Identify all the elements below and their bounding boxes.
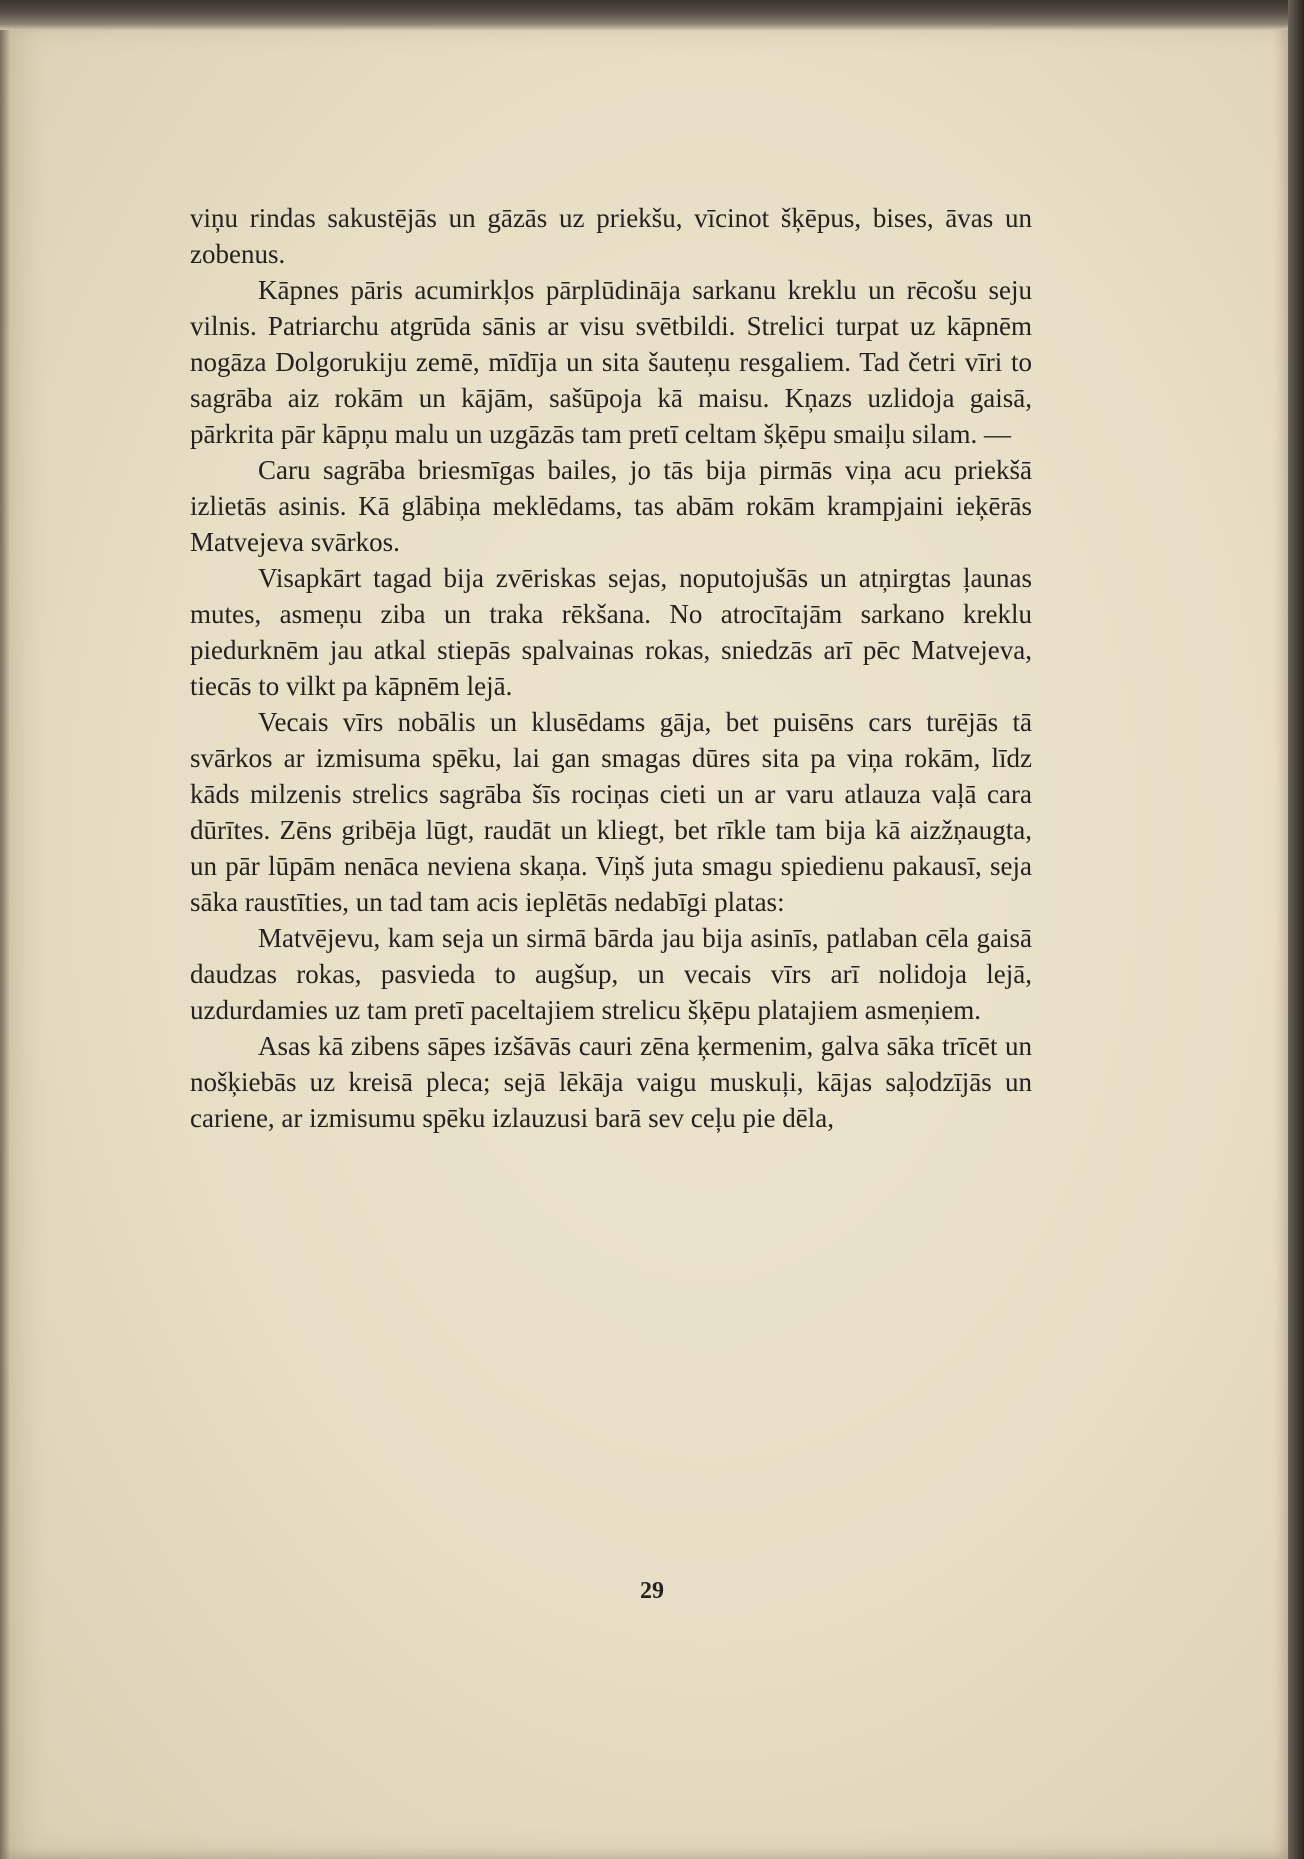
paragraph-3: Caru sagrāba briesmīgas bailes, jo tās bija pirmās viņa acu priekšā izlietās asinis. Kā glābiņa meklēdams, tas abām rokām krampjaini ieķērās Matvejeva svārkos. <box>190 455 1032 557</box>
paragraph-7: Asas kā zibens sāpes izšāvās cauri zēna ķermenim, galva sāka trīcēt un nošķiebās uz kreisā pleca; sejā lēkāja vaigu muskuļi, kājas saļodzījās un cariene, ar izmisumu spēku izlauzusi barā sev ceļu pie dēla, <box>190 1031 1032 1133</box>
paragraph-1: viņu rindas sakustējās un gāzās uz priekšu, vīcinot šķēpus, bises, āvas un zobenus. <box>190 203 1032 269</box>
paragraph-6: Matvējevu, kam seja un sirmā bārda jau bija asinīs, patlaban cēla gaisā daudzas rokas, pasvieda to augšup, un vecais vīrs arī nolidoja lejā, uzdurdamies uz tam pretī paceltajiem strelicu šķēpu platajiem asmeņiem. <box>190 923 1032 1025</box>
paragraph-4: Visapkārt tagad bija zvēriskas sejas, noputojušās un atņirgtas ļaunas mutes, asmeņu ziba un traka rēkšana. No atrocītajām sarkano kreklu piedurknēm jau atkal stiepās spalvainas rokas, sniedzās arī pēc Matvejeva, tiecās to vilkt pa kāpnēm lejā. <box>190 563 1032 701</box>
paragraph-5: Vecais vīrs nobālis un klusēdams gāja, bet puisēns cars turējās tā svārkos ar izmisuma spēku, lai gan smagas dūres sita pa viņa rokām, līdz kāds milzenis strelics sagrāba šīs rociņas cieti un ar varu atlauza vaļā cara dūrītes. Zēns gribēja lūgt, raudāt un kliegt, bet rīkle tam bija kā aizžņaugta, un pār lūpām nenāca neviena skaņa. Viņš juta smagu spiedienu pakausī, seja sāka raustīties, un tad tam acis ieplētās nedabīgi platas: <box>190 707 1032 917</box>
book-binding-top <box>0 0 1304 30</box>
page-number: 29 <box>640 1578 664 1604</box>
paragraph-2: Kāpnes pāris acumirkļos pārplūdināja sarkanu kreklu un rēcošu seju vilnis. Patriarchu atgrūda sānis ar visu svētbildi. Strelici turpat uz kāpnēm nogāza Dolgorukiju zemē, mīdīja un sita šauteņu resgaliem. Tad četri vīri to sagrāba aiz rokām un kājām, sašūpoja kā maisu. Kņazs uzlidoja gaisā, pārkrita pār kāpņu malu un uzgāzās tam pretī celtam šķēpu smaiļu silam. — <box>190 275 1032 449</box>
body-text <box>190 200 1032 1136</box>
